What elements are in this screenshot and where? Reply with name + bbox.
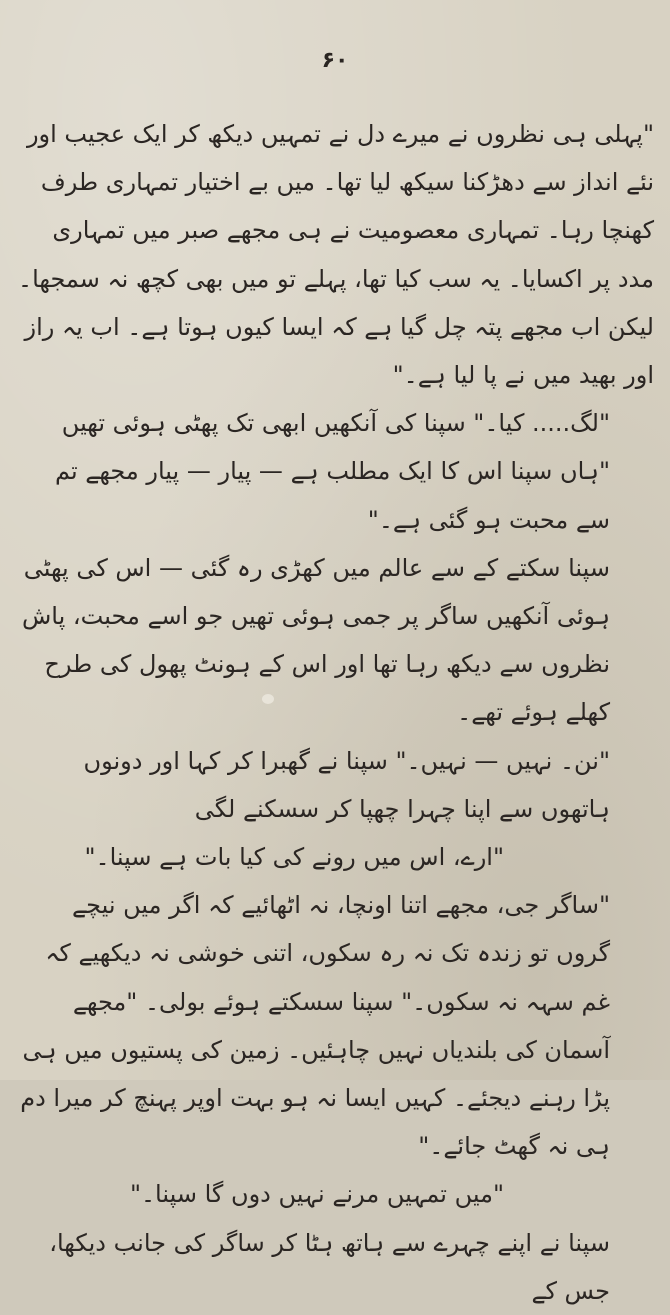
paper-stain bbox=[262, 694, 274, 704]
paragraph: "میں تمہیں مرنے نہیں دوں گا سپنا۔" bbox=[129, 1180, 504, 1209]
text-body bbox=[14, 110, 654, 1315]
paragraph: "ارے، اس میں رونے کی کیا بات ہے سپنا۔" bbox=[84, 843, 504, 872]
paragraph: "پہلی ہی نظروں نے میرے دل نے تمہیں دیکھ کر ایک عجیب اور نئے انداز سے دھڑکنا سیکھ لیا تھا۔ میں بے اختیار تمہاری طرف کھنچا رہا۔ تمہاری معصومیت نے ہی مجھے صبر میں تمہاری مدد پر اکسایا۔ یہ سب کیا تھا، پہلے تو میں بھی کچھ نہ سمجھا۔ لیکن اب مجھے پتہ چل گیا ہے کہ ایسا کیوں ہوتا ہے۔ اب یہ راز اور بھید میں نے پا لیا ہے۔" bbox=[18, 120, 654, 390]
paragraph: سپنا سکتے کے سے عالم میں کھڑی رہ گئی — اس کی پھٹی ہوئی آنکھیں ساگر پر جمی ہوئی تھیں جو اسے محبت، پاش نظروں سے دیکھ رہا تھا اور اس کے ہونٹ پھول کی طرح کھلے ہوئے تھے۔ bbox=[22, 553, 610, 727]
paragraph: "نن۔ نہیں — نہیں۔" سپنا نے گھبرا کر کہا اور دونوں ہاتھوں سے اپنا چہرا چھپا کر سسکنے لگی bbox=[83, 746, 610, 823]
page-number: ۶۰ bbox=[321, 48, 349, 73]
paragraph: "ساگر جی، مجھے اتنا اونچا، نہ اٹھائیے کہ اگر میں نیچے گروں تو زندہ تک نہ رہ سکوں، اتنی خوشی نہ دیکھیے کہ غم سہہ نہ سکوں۔" سپنا سسکتے ہوئے بولی۔ "مجھے آسمان کی بلندیاں نہیں چاہئیں۔ زمین کی پستیوں میں ہی پڑا رہنے دیجئے۔ کہیں ایسا نہ ہو بہت اوپر پہنچ کر میرا دم ہی نہ گھٹ جائے۔" bbox=[20, 891, 610, 1161]
paragraph: سپنا نے اپنے چہرے سے ہاتھ ہٹا کر ساگر کی جانب دیکھا، جس کے bbox=[49, 1228, 610, 1305]
paragraph: "لگ..... کیا۔" سپنا کی آنکھیں ابھی تک پھٹی ہوئی تھیں bbox=[61, 409, 610, 438]
paragraph: "ہاں سپنا اس کا ایک مطلب ہے — پیار — پیار مجھے تم سے محبت ہو گئی ہے۔" bbox=[55, 457, 610, 534]
